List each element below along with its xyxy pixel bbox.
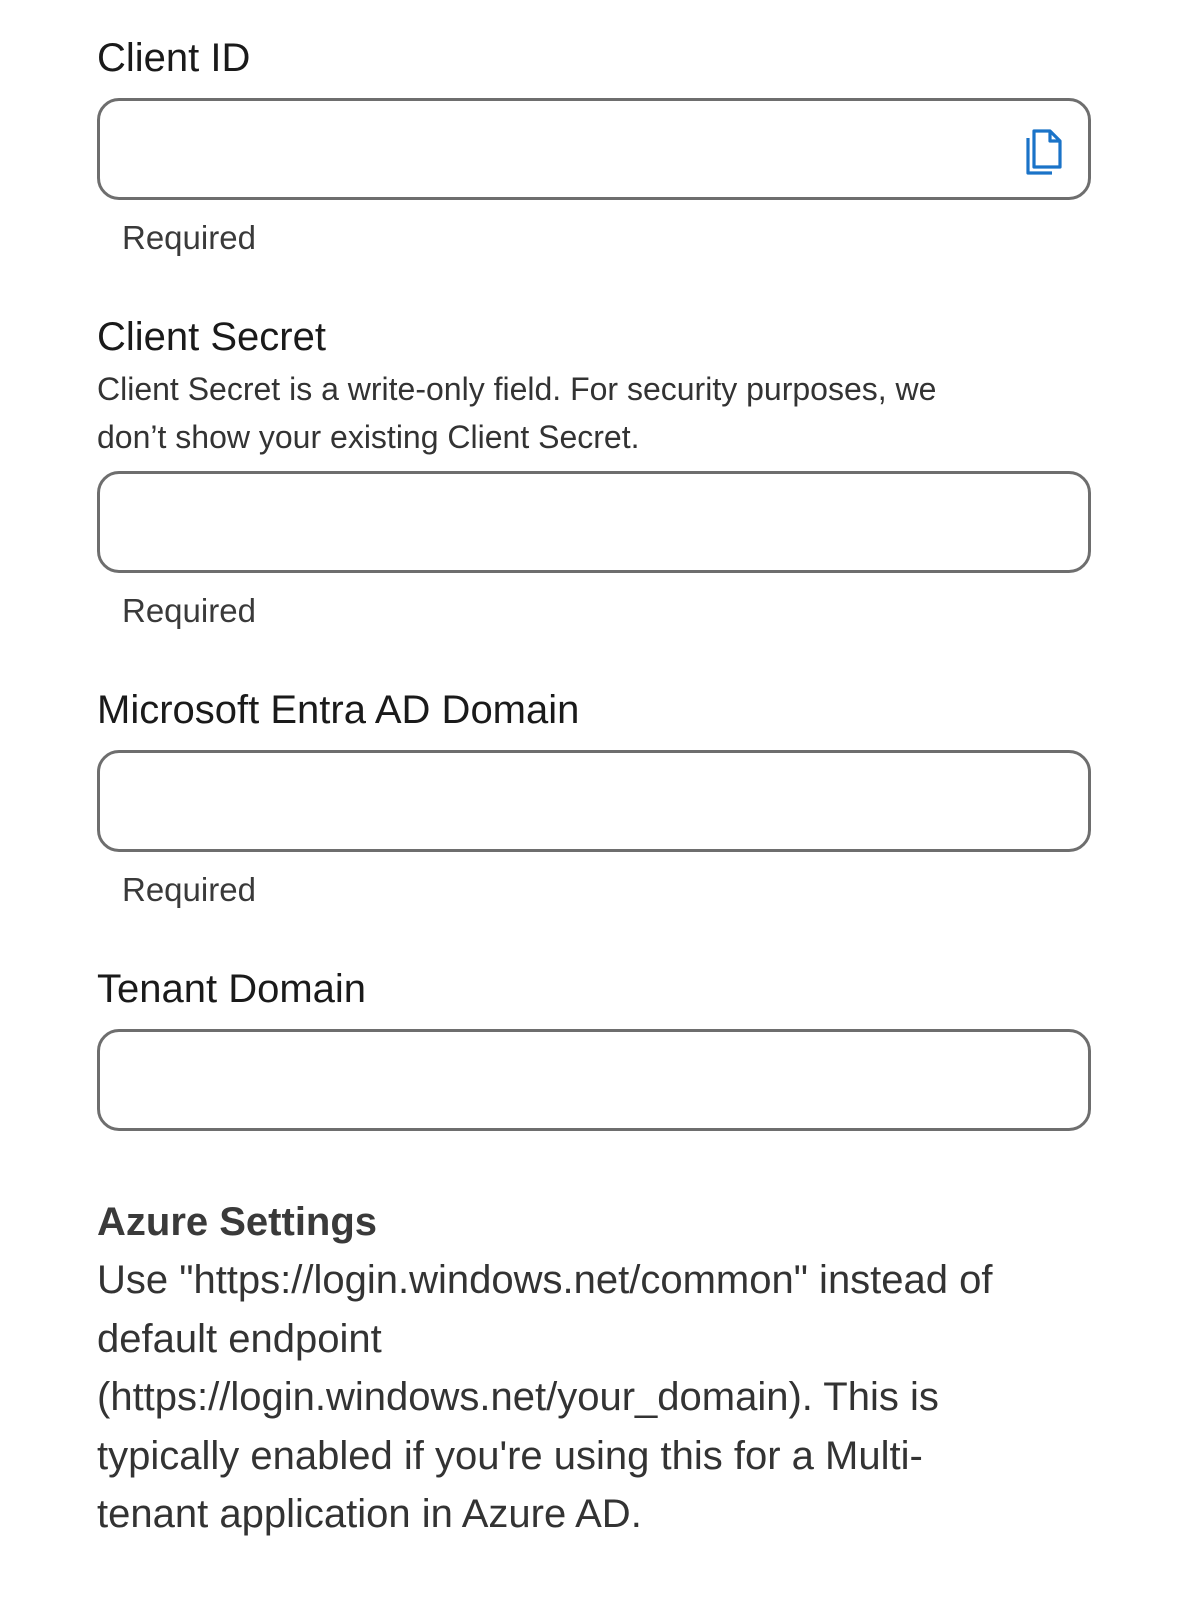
client-secret-input[interactable] (124, 474, 1028, 572)
copy-icon (1020, 127, 1066, 177)
client-secret-label: Client Secret (97, 315, 326, 359)
client-id-required-hint: Required (122, 219, 256, 256)
client-secret-field-box[interactable] (97, 471, 1091, 573)
azure-settings-line: (https://login.windows.net/your_domain). This is (97, 1375, 939, 1419)
client-id-input[interactable] (124, 101, 1028, 199)
tenant-domain-label: Tenant Domain (97, 967, 367, 1011)
azure-settings-line: Use "https://login.windows.net/common" instead of (97, 1258, 993, 1302)
copy-client-id-button[interactable] (1020, 127, 1066, 177)
client-id-field-box[interactable] (97, 98, 1091, 200)
tenant-domain-input[interactable] (124, 1032, 1028, 1130)
azure-settings-line: typically enabled if you're using this for a Multi- (97, 1433, 923, 1478)
client-secret-description-line: Client Secret is a write-only field. For security purposes, we (97, 371, 937, 407)
tenant-domain-field-box[interactable] (97, 1029, 1091, 1131)
azure-settings-title: Azure Settings (97, 1200, 378, 1244)
azure-settings-line: default endpoint (97, 1316, 382, 1361)
azure-settings-line: tenant application in Azure AD. (97, 1492, 642, 1536)
entra-domain-field-box[interactable] (97, 750, 1091, 852)
client-secret-required-hint: Required (122, 592, 256, 629)
client-id-label: Client ID (97, 36, 251, 80)
entra-domain-required-hint: Required (122, 871, 256, 908)
client-secret-description-line: don’t show your existing Client Secret. (97, 419, 640, 455)
entra-domain-label: Microsoft Entra AD Domain (97, 688, 580, 732)
entra-domain-input[interactable] (124, 753, 1028, 851)
client-secret-description (97, 365, 1091, 461)
azure-settings-description (97, 1251, 1091, 1544)
